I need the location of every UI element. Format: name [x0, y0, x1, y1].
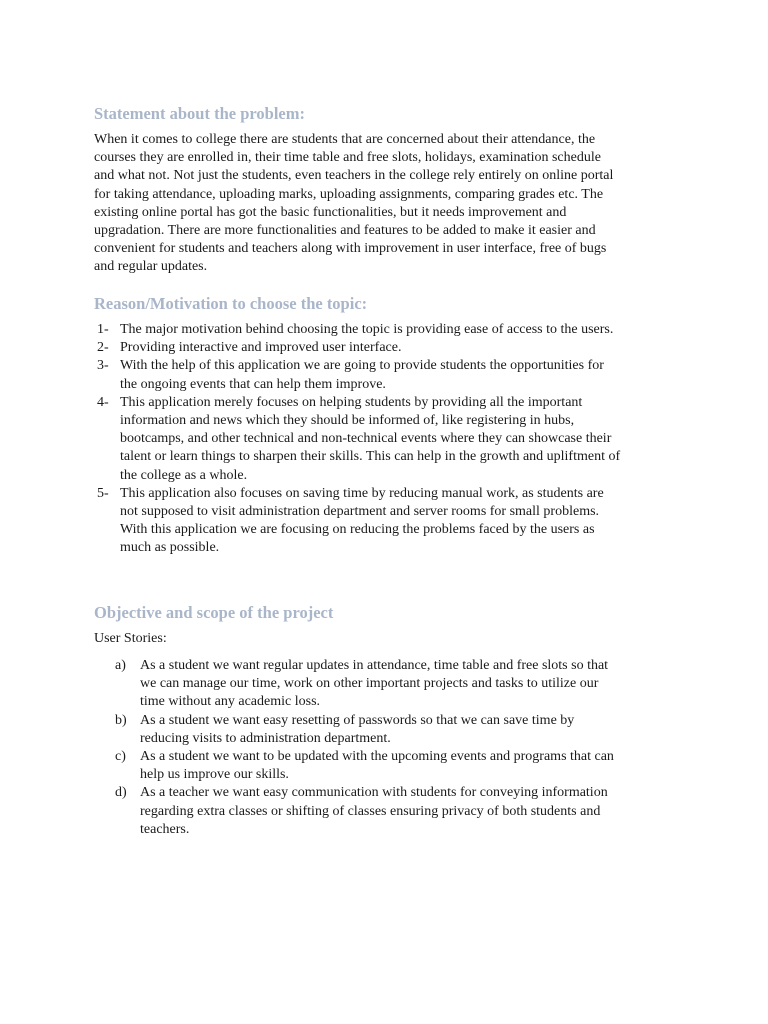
problem-heading: Statement about the problem: [94, 104, 305, 123]
list-marker: 3- [97, 358, 109, 374]
list-item-line: not supposed to visit administration department and server rooms for small problems. [120, 504, 600, 520]
list-item-line: The major motivation behind choosing the topic is providing ease of access to the users. [120, 322, 614, 337]
list-marker: c) [115, 749, 126, 765]
list-item-line: Providing interactive and improved user interface. [120, 340, 402, 356]
list-item-line: With the help of this application we are going to provide students the opportunities for [120, 358, 604, 374]
list-item [94, 321, 620, 339]
paragraph-line: upgradation. There are more functionalities and features to be added to make it easier and [94, 223, 596, 239]
list-item-line: As a teacher we want easy communication with students for conveying information [140, 785, 608, 801]
user-stories-list [94, 657, 614, 839]
list-item-line: information and news which they should be informed of, like registering in hubs, [120, 413, 575, 429]
list-item-line: As a student we want to be updated with the upcoming events and programs that can [140, 749, 614, 765]
list-item-line: much as possible. [120, 540, 220, 556]
list-item [94, 339, 620, 357]
list-item-line: As a student we want easy resetting of passwords so that we can save time by [140, 712, 575, 728]
list-item [94, 748, 614, 784]
list-item [94, 394, 620, 485]
paragraph-line: convenient for students and teachers along with improvement in user interface, free of bugs [94, 241, 607, 257]
list-item-line: bootcamps, and other technical and non-technical events where they can showcase their [120, 431, 612, 447]
list-item-line: As a student we want regular updates in attendance, time table and free slots so that [140, 658, 609, 673]
list-item-line: reducing visits to administration department. [140, 730, 391, 746]
list-item [94, 784, 614, 839]
list-item-line: we can manage our time, work on other important projects and tasks to utilize our [140, 676, 599, 692]
paragraph-line: When it comes to college there are students that are concerned about their attendance, the [94, 132, 596, 147]
list-item-line: talent or learn things to sharpen their skills. This can help in the growth and upliftment of [120, 449, 621, 465]
paragraph-line: and regular updates. [94, 259, 208, 275]
list-marker: 2- [97, 340, 109, 356]
list-item-line: This application also focuses on saving time by reducing manual work, as students are [120, 485, 604, 501]
list-item-line: teachers. [140, 821, 190, 837]
list-item-line: the college as a whole. [120, 467, 248, 483]
list-item-line: the ongoing events that can help them improve. [120, 376, 386, 392]
list-item [94, 357, 620, 393]
paragraph-line: existing online portal has got the basic functionalities, but it needs improvement and [94, 204, 567, 220]
problem-paragraph [94, 131, 684, 277]
list-marker: a) [115, 658, 126, 673]
paragraph-line: and what not. Not just the students, even teachers in the college rely entirely on online portal [94, 168, 614, 184]
list-item [94, 485, 620, 558]
list-item-line: help us improve our skills. [140, 767, 289, 783]
list-item-line: This application merely focuses on helping students by providing all the important [120, 394, 583, 410]
reason-heading: Reason/Motivation to choose the topic: [94, 294, 368, 313]
reasons-list [94, 321, 620, 558]
objective-heading: Objective and scope of the project [94, 603, 334, 622]
list-marker: b) [115, 712, 127, 728]
list-item [94, 712, 614, 748]
list-marker: 1- [97, 322, 109, 337]
list-marker: 5- [97, 485, 109, 501]
user-stories-label: User Stories: [94, 631, 167, 646]
list-item-line: regarding extra classes or shifting of classes ensuring privacy of both students and [140, 803, 601, 819]
paragraph-line: for taking attendance, uploading marks, uploading assignments, comparing grades etc. The [94, 186, 604, 202]
list-item-line: With this application we are focusing on reducing the problems faced by the users as [120, 522, 595, 538]
list-marker: 4- [97, 394, 109, 410]
list-item [94, 657, 614, 712]
paragraph-line: courses they are enrolled in, their time table and free slots, holidays, examination schedule [94, 150, 601, 166]
list-marker: d) [115, 785, 127, 801]
list-item-line: time without any academic loss. [140, 694, 321, 710]
